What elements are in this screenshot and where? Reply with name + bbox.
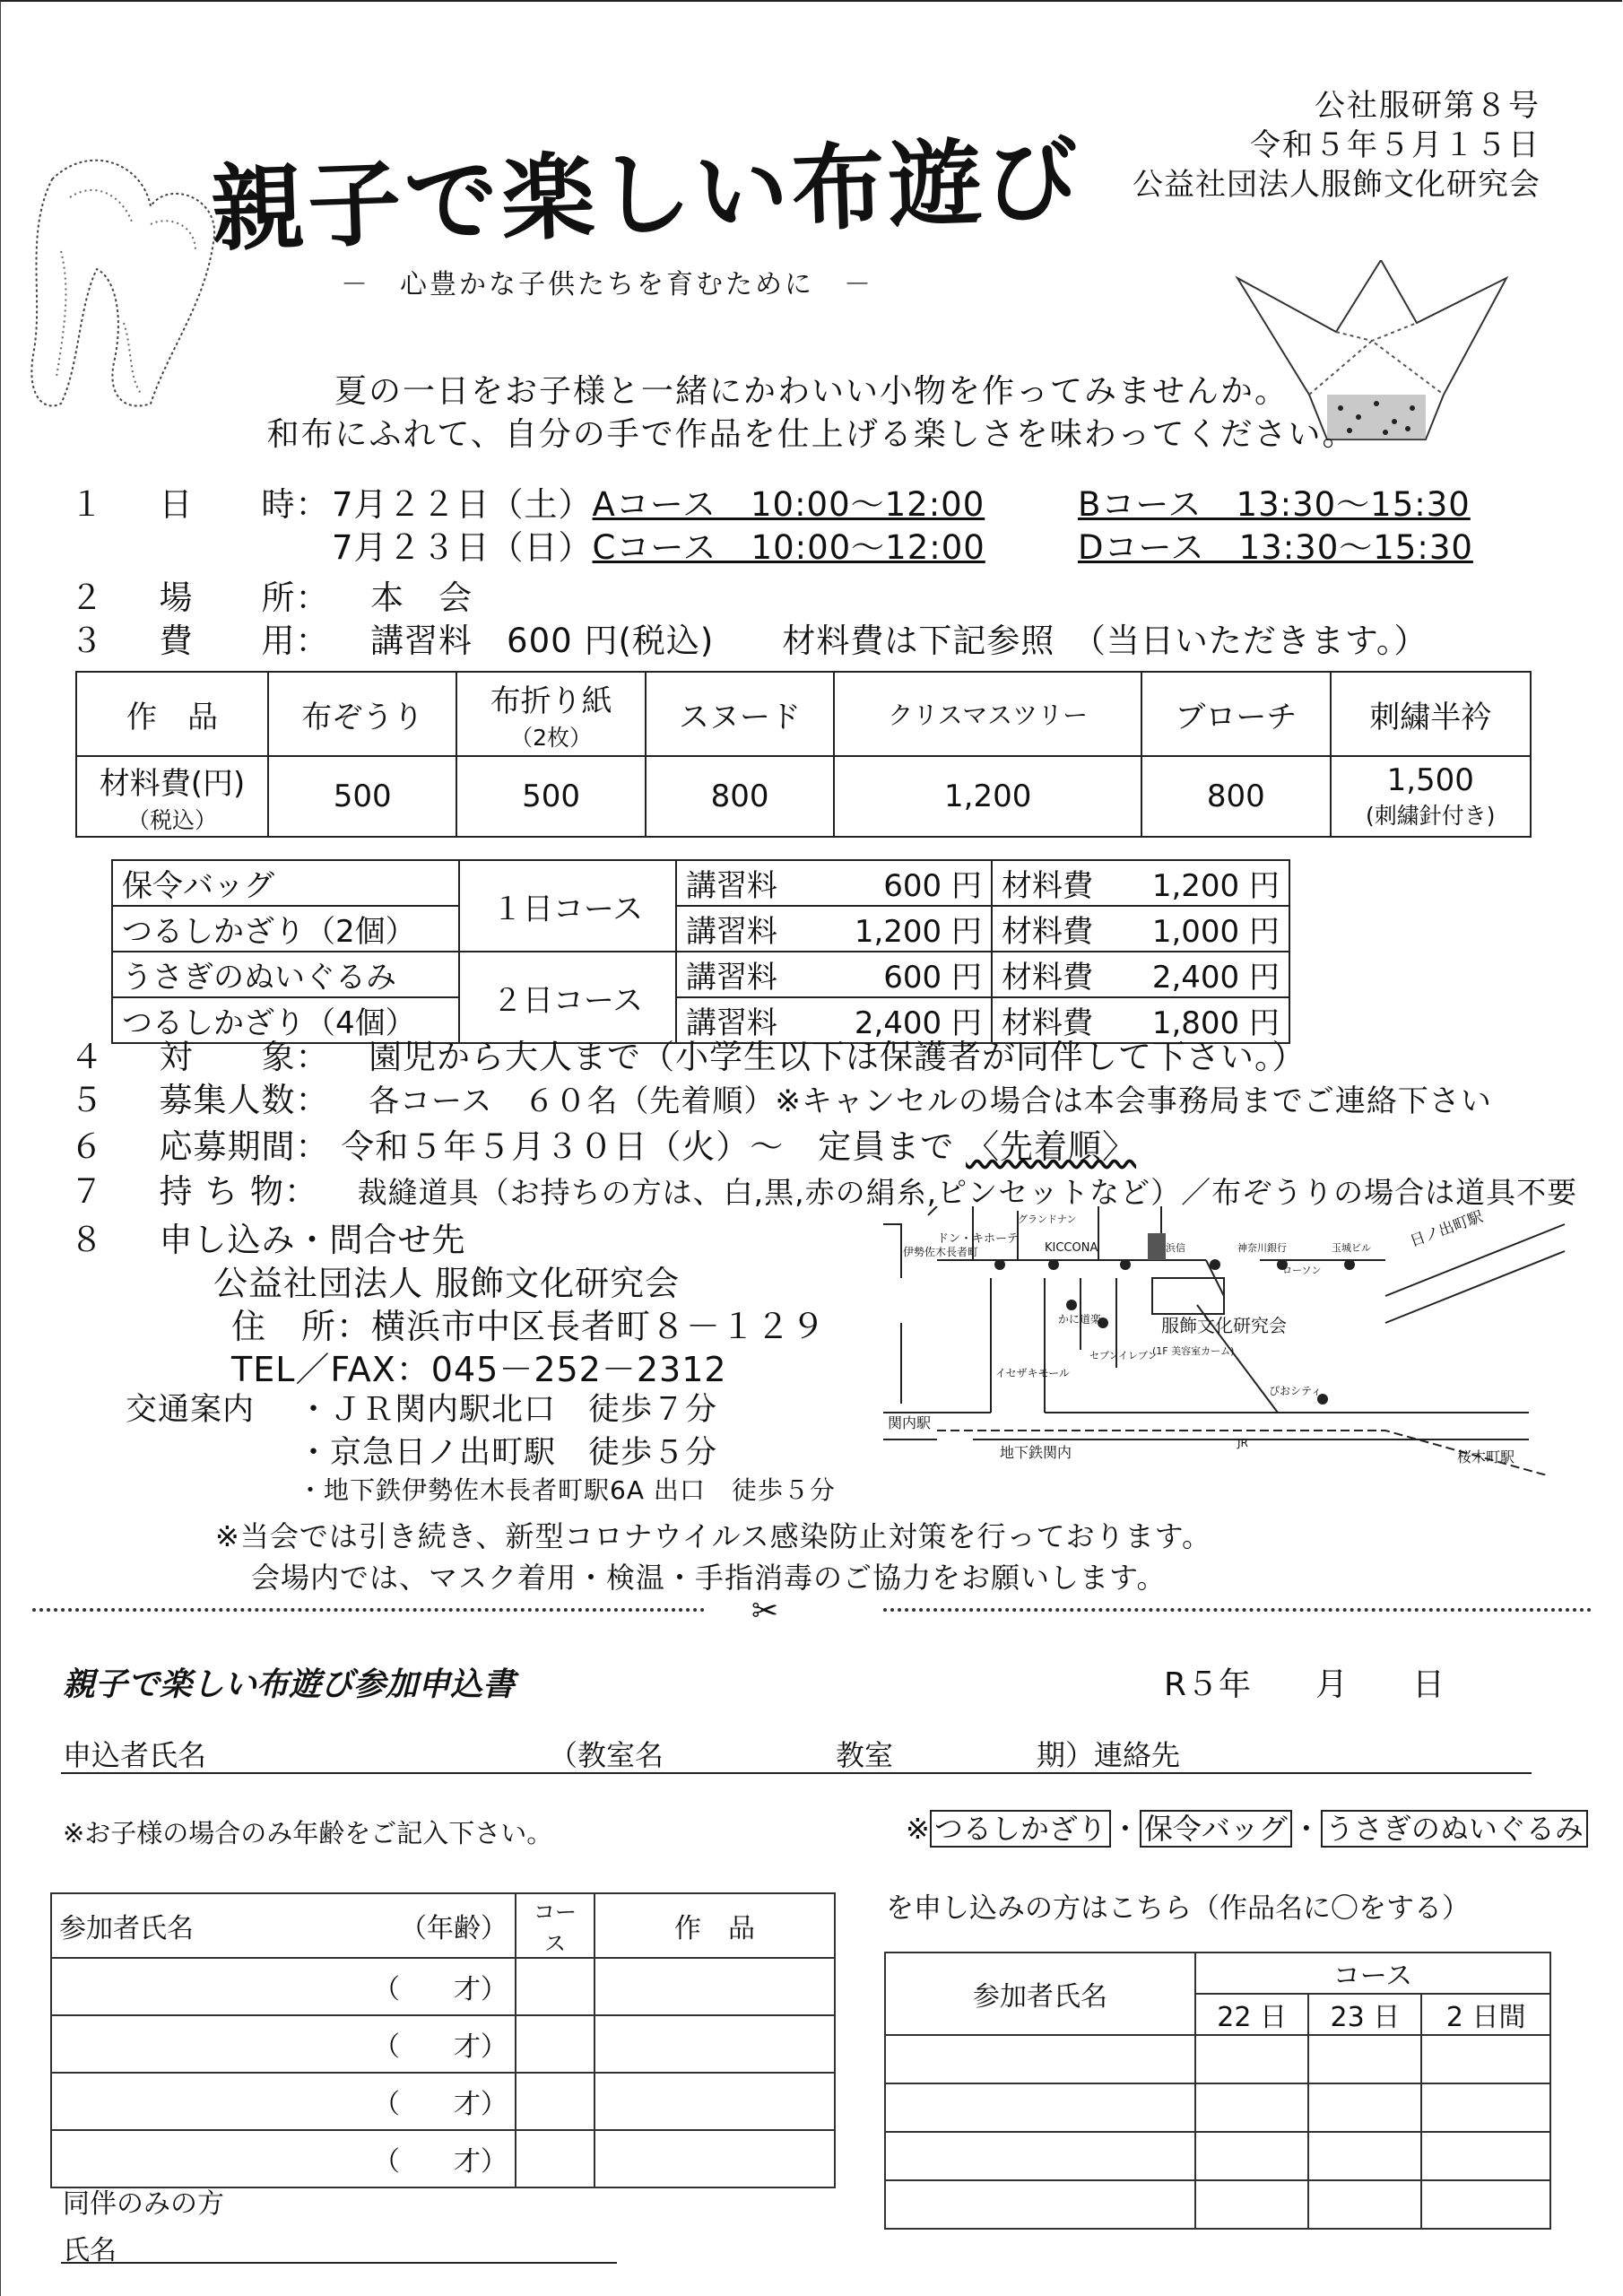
material-name-zori: 布ぞうり [268, 672, 456, 756]
map-label-kanidouraku: かに道楽 [1058, 1313, 1102, 1326]
section-fee [70, 613, 1428, 662]
select-item-horei-bag[interactable]: 保令バッグ [1140, 1810, 1292, 1848]
fee-amount: 1,200 円 [854, 914, 982, 950]
form-date[interactable]: R５年 月 日 [1164, 1666, 1445, 1703]
intro-line-1: 夏の一日をお子様と一緒にかわいい小物を作ってみませんか。 [334, 373, 1289, 410]
col-name: 参加者氏名 [59, 1913, 194, 1944]
section-label: 応募期間： [159, 1127, 330, 1166]
scissors-icon: ✂ [751, 1593, 779, 1630]
materials-table [75, 671, 1532, 838]
t2-cell[interactable] [1421, 2132, 1550, 2180]
course-type: ２日コース [459, 952, 676, 1043]
section-capacity [70, 1073, 1492, 1121]
material-price-snood: 800 [646, 756, 834, 837]
schedule-day1 [332, 477, 985, 526]
course-item: つるしかざり（2個） [112, 906, 459, 952]
section-number: ６ [70, 1127, 104, 1166]
companion-name-input-line[interactable] [61, 2262, 617, 2264]
select-note: を申し込みの方はこちら（作品名に〇をする） [886, 1892, 1470, 1925]
course-item: うさぎのぬいぐるみ [112, 952, 459, 997]
col-item: 作 品 [595, 1893, 835, 1958]
page-title: 親子で楽しい布遊び [209, 124, 1084, 265]
t2-cell[interactable] [1421, 2083, 1550, 2132]
table-row [51, 1958, 835, 2015]
t2-cell[interactable] [1195, 2083, 1308, 2132]
material-name-xmas-tree: クリスマスツリー [834, 672, 1141, 756]
fee-amount: 600 円 [883, 868, 982, 904]
col-course: コース [516, 1893, 595, 1958]
select-item-tsurushi[interactable]: つるしかざり [930, 1810, 1111, 1848]
section-label: 場 所： [159, 578, 330, 617]
capacity-value: 各コース ６０名（先着順）※キャンセルの場合は本会事務局までご連絡下さい [369, 1083, 1492, 1119]
select-separator: ・ [1110, 1812, 1140, 1846]
select-prefix: ※ [906, 1812, 930, 1846]
schedule-day1-date: 7月２２日（土） [332, 485, 593, 524]
map-label-sakuragicho: 桜木町駅 [1457, 1448, 1515, 1465]
map-label-hamashin: 浜信 [1166, 1242, 1185, 1254]
map-label-kiccona: KICCONA [1045, 1241, 1098, 1255]
map-label-donki: ドン・キホーテ [937, 1232, 1020, 1246]
cut-line-left [32, 1608, 705, 1612]
materials-header-label: 作 品 [76, 672, 268, 756]
document-date: 令和５年５月１５日 [1250, 127, 1541, 163]
col-age: （年齢） [400, 1913, 508, 1944]
companion-label: 同伴のみの方 [63, 2188, 224, 2220]
material-price-origami: 500 [456, 756, 645, 837]
contact-address: 住 所：横浜市中区長者町８－１２９ [231, 1307, 827, 1346]
document-number: 公社服研第８号 [1315, 88, 1541, 124]
age-note: ※お子様の場合のみ年齢をご記入下さい。 [63, 1818, 553, 1848]
notice-line-1: ※当会では引き続き、新型コロナウイルス感染防止対策を行っております。 [215, 1519, 1212, 1553]
participant-name-cell[interactable] [51, 2130, 516, 2187]
t2-col-name: 参加者氏名 [885, 1952, 1195, 2035]
access-jr: ・ＪＲ関内駅北口 徒歩７分 [298, 1392, 718, 1428]
section-label: 日 時： [159, 485, 330, 524]
form-title: 親子で楽しい布遊び参加申込書 [63, 1666, 516, 1703]
participant-header-name-age [51, 1893, 516, 1958]
section-place [70, 570, 473, 619]
map-label-pias: ぴおシティ [1269, 1385, 1323, 1397]
participant-table [50, 1892, 836, 2188]
material-price-zori: 500 [268, 756, 456, 837]
section-bring [70, 1164, 1577, 1213]
section-number: ７ [70, 1172, 104, 1211]
t2-name-cell[interactable] [885, 2180, 1195, 2229]
period-value: 令和５年５月３０日（火）～ 定員まで [341, 1127, 955, 1166]
period-value-tail: 〈先着順〉 [966, 1127, 1137, 1166]
course-cell[interactable] [516, 2130, 595, 2187]
map-label-institute: 服飾文化研究会 [1161, 1315, 1287, 1336]
institute-marker [1148, 1233, 1166, 1260]
page-subtitle: － 心豊かな子供たちを育むために － [341, 269, 873, 300]
section-number: ２ [70, 578, 104, 617]
schedule-course-c: Cコース 10:00～12:00 [592, 528, 985, 567]
t2-cell[interactable] [1308, 2132, 1421, 2180]
course-mat-cell [992, 906, 1289, 952]
t2-cell[interactable] [1421, 2180, 1550, 2229]
fee-label: 講習料 [686, 1005, 777, 1041]
mat-label: 材料費 [1002, 868, 1093, 904]
t2-cell[interactable] [1195, 2180, 1308, 2229]
course-fee-cell [676, 906, 992, 952]
material-name-origami-text: 布折り紙 [490, 683, 612, 719]
applicant-name-label: 申込者氏名 [63, 1738, 207, 1772]
materials-row-sub: （税込） [126, 806, 217, 833]
map-label-subway-kannai: 地下鉄関内 [1000, 1444, 1072, 1461]
map-label-kanagawa-bank: 神奈川銀行 [1237, 1242, 1287, 1254]
fee-label: 講習料 [686, 960, 777, 996]
select-item-usagi[interactable]: うさぎのぬいぐるみ [1321, 1810, 1588, 1848]
t2-cell[interactable] [1308, 2035, 1421, 2083]
two-day-participant-table [884, 1952, 1551, 2230]
section-label: 費 用： [159, 622, 330, 660]
intro-line-2: 和布にふれて、自分の手で作品を仕上げる楽しさを味わってください。 [266, 416, 1357, 453]
map-label-seven-eleven: セブンイレブン [1089, 1350, 1158, 1361]
fee-label: 講習料 [686, 914, 777, 950]
course-mat-cell [992, 860, 1289, 906]
t2-name-cell[interactable] [885, 2035, 1195, 2083]
table-row [885, 2132, 1550, 2180]
map-label-tamahiro: 玉城ビル [1332, 1242, 1371, 1254]
mat-label: 材料費 [1002, 1005, 1093, 1041]
section-number: ８ [70, 1221, 104, 1259]
age-cell: （ 才） [373, 2031, 508, 2063]
map-label-lawson: ローソン [1282, 1265, 1322, 1276]
mat-amount: 1,200 円 [1151, 868, 1280, 904]
mat-amount: 1,000 円 [1151, 914, 1280, 950]
map-label-institute-sub: (1F 美容室カーム) [1152, 1345, 1235, 1357]
item-cell[interactable] [595, 2130, 835, 2187]
place-value: 本 会 [370, 578, 473, 617]
schedule-day2 [332, 520, 985, 569]
material-price-brooch: 800 [1141, 756, 1330, 837]
bring-value: 裁縫道具（お持ちの方は、白,黒,赤の絹糸,ピンセットなど）／布ぞうりの場合は道具不要 [357, 1175, 1578, 1210]
mat-label: 材料費 [1002, 960, 1093, 996]
course-fee-cell [676, 952, 992, 997]
material-price-haneri [1331, 756, 1531, 837]
course-cell[interactable] [516, 2015, 595, 2073]
age-cell: （ 才） [373, 2146, 508, 2178]
course-cell[interactable] [516, 1958, 595, 2015]
course-fee-cell [676, 860, 992, 906]
age-cell: （ 才） [373, 2089, 508, 2120]
section-number: ５ [70, 1081, 104, 1119]
course-item: つるしかざり（4個） [112, 997, 459, 1043]
access-keikyu: ・京急日ノ出町駅 徒歩５分 [298, 1435, 718, 1471]
fee-label: 講習料 [686, 868, 777, 904]
t2-name-cell[interactable] [885, 2083, 1195, 2132]
cut-line-right [883, 1608, 1592, 1612]
participant-name-cell[interactable] [51, 1958, 516, 2015]
course-fee-table [111, 859, 1290, 1044]
t2-cell[interactable] [1308, 2180, 1421, 2229]
schedule-course-a: Aコース 10:00～12:00 [592, 485, 985, 524]
t2-cell[interactable] [1195, 2035, 1308, 2083]
material-name-haneri: 刺繍半衿 [1331, 672, 1531, 756]
schedule-course-b: Bコース 13:30～15:30 [1078, 485, 1471, 524]
access-label: 交通案内 [126, 1392, 256, 1428]
table-row [51, 2073, 835, 2130]
t2-name-cell[interactable] [885, 2132, 1195, 2180]
section-number: ３ [70, 622, 104, 660]
item-cell[interactable] [595, 1958, 835, 2015]
notice-line-2: 会場内では、マスク着用・検温・手指消毒のご協力をお願いします。 [251, 1561, 1167, 1595]
section-label: 申し込み・問合せ先 [159, 1221, 466, 1259]
map-label-isezaki-station: 伊勢佐木長者町 [903, 1246, 979, 1258]
organization-name: 公益社団法人服飾文化研究会 [1133, 167, 1541, 203]
course-mat-cell [992, 952, 1289, 997]
mat-amount: 2,400 円 [1151, 960, 1280, 996]
section-schedule [70, 477, 330, 526]
map-label-isezaki-mall: イセザキモール [995, 1367, 1070, 1379]
item-cell[interactable] [595, 2015, 835, 2073]
map-label-kannai: 関内駅 [888, 1414, 932, 1431]
section-number: ４ [70, 1038, 104, 1076]
mat-amount: 1,800 円 [1151, 1005, 1280, 1041]
t2-col-2days: 2 日間 [1421, 1994, 1550, 2035]
section-label: 持 ち 物： [159, 1172, 319, 1211]
select-separator: ・ [1291, 1812, 1321, 1846]
section-label: 対 象： [159, 1038, 330, 1076]
table-row [885, 2180, 1550, 2229]
course-item: 保令バッグ [112, 860, 459, 906]
t2-cell[interactable] [1195, 2132, 1308, 2180]
applicant-input-line[interactable] [61, 1772, 1532, 1774]
schedule-day2-date: 7月２３日（日） [332, 528, 593, 567]
table-row [885, 2083, 1550, 2132]
t2-col-course: コース [1195, 1952, 1550, 1994]
section-target [70, 1030, 1306, 1078]
materials-row-label-text: 材料費(円) [99, 765, 246, 802]
material-price-haneri-sub: (刺繍針付き) [1366, 803, 1496, 829]
fee-amount: 2,400 円 [854, 1005, 982, 1041]
age-cell: （ 才） [373, 1974, 508, 2005]
section-contact [70, 1213, 466, 1261]
contact-tel: TEL／FAX：045－252－2312 [231, 1350, 727, 1389]
fee-amount: 600 円 [883, 960, 982, 996]
map-label-hinodecho: 日ノ出町駅 [1407, 1207, 1486, 1251]
map-svg [883, 1206, 1574, 1475]
applicant-class-contact: （教室名 教室 期）連絡先 [549, 1738, 1181, 1772]
t2-col-23: 23 日 [1308, 1994, 1421, 2035]
mat-label: 材料費 [1002, 914, 1093, 950]
access-subway: ・地下鉄伊勢佐木長者町駅6A 出口 徒歩５分 [298, 1475, 836, 1505]
section-number: １ [70, 485, 104, 524]
map-label-jr: JR [1237, 1437, 1248, 1449]
fee-value: 講習料 600 円(税込) 材料費は下記参照 （当日いただきます。） [370, 622, 1428, 660]
t2-col-22: 22 日 [1195, 1994, 1308, 2035]
table-row [51, 2130, 835, 2187]
contact-org: 公益社団法人 服飾文化研究会 [213, 1264, 681, 1303]
t2-cell[interactable] [1421, 2035, 1550, 2083]
select-items [906, 1806, 1588, 1848]
map-label-grandnan: グランドナン [1018, 1213, 1077, 1225]
section-period [70, 1119, 1136, 1168]
material-name-origami [456, 672, 645, 756]
material-name-brooch: ブローチ [1141, 672, 1330, 756]
material-name-snood: スヌード [646, 672, 834, 756]
material-name-origami-sub: （2枚） [510, 724, 593, 751]
material-price-xmas-tree: 1,200 [834, 756, 1141, 837]
participant-name-cell[interactable] [51, 2073, 516, 2130]
section-label: 募集人数： [159, 1081, 330, 1119]
participant-name-cell[interactable] [51, 2015, 516, 2073]
material-price-haneri-text: 1,500 [1386, 762, 1474, 798]
table-row [885, 2035, 1550, 2083]
access-map [883, 1206, 1574, 1475]
table-row [51, 2015, 835, 2073]
schedule-course-d: Dコース 13:30～15:30 [1078, 528, 1473, 567]
course-cell[interactable] [516, 2073, 595, 2130]
t2-cell[interactable] [1308, 2083, 1421, 2132]
companion-name-label: 氏名 [63, 2235, 117, 2266]
course-type: １日コース [459, 860, 676, 952]
header-meta [1133, 86, 1541, 204]
materials-row-label [76, 756, 268, 837]
target-value: 園児から大人まで（小学生以下は保護者が同伴して下さい。） [369, 1038, 1306, 1076]
item-cell[interactable] [595, 2073, 835, 2130]
